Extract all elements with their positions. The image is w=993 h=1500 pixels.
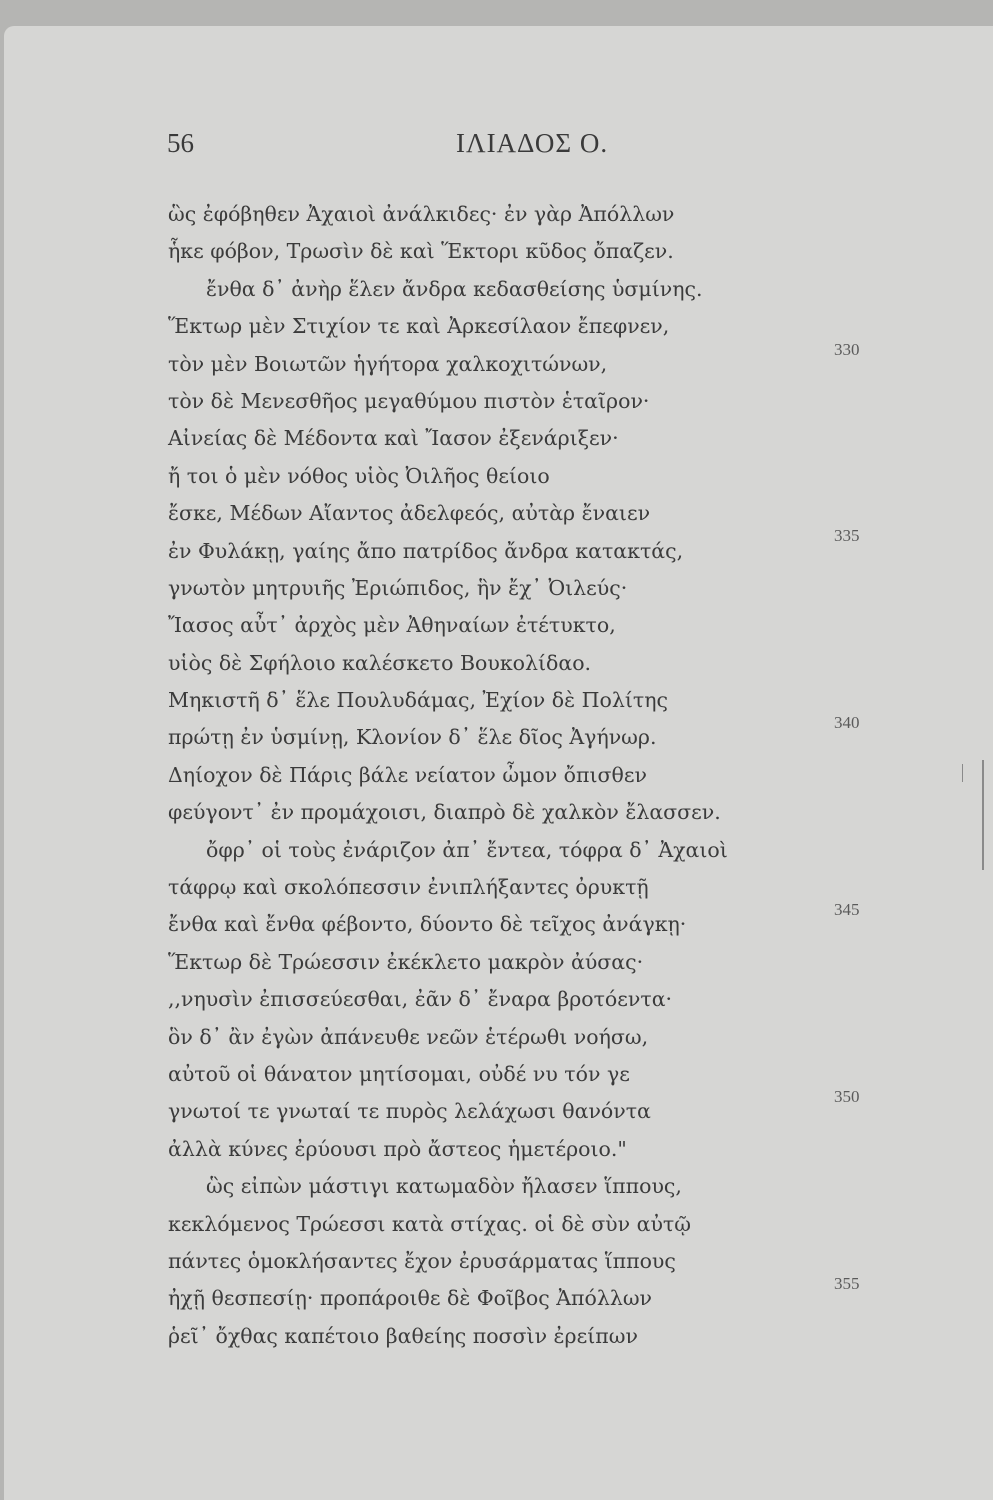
- verse-line: Δηίοχον δὲ Πάρις βάλε νείατον ὦμον ὄπισθεν: [168, 762, 647, 787]
- book-page: [4, 26, 993, 1500]
- line-number-340: 340: [834, 713, 860, 732]
- verse-line: γνωτὸν μητρυιῆς Ἐριώπιδος, ἣν ἔχ᾽ Ὀιλεύς·: [168, 575, 628, 600]
- margin-ink-mark: [962, 764, 963, 782]
- running-title: ΙΛΙΑΔΟΣ Ο.: [456, 128, 609, 158]
- line-number-345: 345: [834, 900, 860, 919]
- verse-line: ὣς εἰπὼν μάστιγι κατωμαδὸν ἤλασεν ἵππους,: [206, 1174, 682, 1199]
- verse-line: Ἴασος αὖτ᾽ ἀρχὸς μὲν Ἀθηναίων ἐτέτυκτο,: [168, 613, 616, 638]
- line-number-330: 330: [834, 340, 860, 359]
- verse-line: ὣς ἐφόβηθεν Ἀχαιοὶ ἀνάλκιδες· ἐν γὰρ Ἀπόλλων: [168, 202, 675, 226]
- line-number-355: 355: [834, 1274, 860, 1293]
- verse-line: Μηκιστῆ δ᾽ ἕλε Πουλυδάμας, Ἐχίον δὲ Πολίτης: [168, 688, 668, 713]
- line-number-335: 335: [834, 526, 860, 545]
- verse-line: ῥεῖ᾽ ὄχθας καπέτοιο βαθείης ποσσὶν ἐρείπων: [168, 1323, 638, 1348]
- verse-line: ἀλλὰ κύνες ἐρύουσι πρὸ ἄστεος ἡμετέροιο.": [168, 1136, 627, 1161]
- verse-block: [168, 196, 728, 1355]
- verse-line: ὄφρ᾽ οἱ τοὺς ἐνάριζον ἀπ᾽ ἔντεα, τόφρα δ᾽ Ἀχαιοὶ: [206, 837, 728, 862]
- verse-line: ἔσκε, Μέδων Αἴαντος ἀδελφεός, αὐτὰρ ἔναιεν: [168, 501, 651, 526]
- verse-line: ἐν Φυλάκῃ, γαίης ἄπο πατρίδος ἄνδρα κατακτάς,: [168, 538, 684, 563]
- verse-line: ἔνθα δ᾽ ἀνὴρ ἕλεν ἄνδρα κεδασθείσης ὑσμίνης.: [206, 276, 703, 301]
- verse-line: φεύγοντ᾽ ἐν προμάχοισι, διαπρὸ δὲ χαλκὸν ἔλασσεν.: [168, 800, 721, 825]
- verse-line: τάφρῳ καὶ σκολόπεσσιν ἐνιπλήξαντες ὀρυκτῇ: [168, 875, 649, 900]
- verse-line: Αἰνείας δὲ Μέδοντα καὶ Ἴασον ἐξενάριξεν·: [168, 426, 619, 451]
- verse-line: πάντες ὁμοκλήσαντες ἔχον ἐρυσάρματας ἵππους: [168, 1248, 676, 1273]
- verse-line: ἔνθα καὶ ἔνθα φέβοντο, δύοντο δὲ τεῖχος ἀνάγκῃ·: [168, 912, 687, 937]
- verse-line: τὸν δὲ Μενεσθῆος μεγαθύμου πιστὸν ἑταῖρον·: [168, 388, 650, 413]
- verse-line: ἧκε φόβον, Τρωσὶν δὲ καὶ Ἕκτορι κῦδος ὄπαζεν.: [168, 239, 674, 264]
- verse-line: Ἕκτωρ μὲν Στιχίον τε καὶ Ἀρκεσίλαον ἔπεφνεν,: [168, 314, 670, 339]
- verse-line: Ἕκτωρ δὲ Τρώεσσιν ἐκέκλετο μακρὸν ἀύσας·: [168, 949, 644, 974]
- verse-line: γνωτοί τε γνωταί τε πυρὸς λελάχωσι θανόντα: [168, 1099, 651, 1124]
- verse-line: ἤ τοι ὁ μὲν νόθος υἱὸς Ὀιλῆος θείοιο: [168, 463, 550, 488]
- verse-line: πρώτῃ ἐν ὑσμίνῃ, Κλονίον δ᾽ ἕλε δῖος Ἀγήνωρ.: [168, 725, 657, 750]
- verse-line: ,,νηυσὶν ἐπισσεύεσθαι, ἐᾶν δ᾽ ἔναρα βροτόεντα·: [168, 987, 673, 1012]
- verse-line: τὸν μὲν Βοιωτῶν ἡγήτορα χαλκοχιτώνων,: [168, 351, 608, 376]
- line-number-350: 350: [834, 1087, 860, 1106]
- verse-line: αὐτοῦ οἱ θάνατον μητίσομαι, οὐδέ νυ τόν γε: [168, 1061, 630, 1086]
- page-number: 56: [167, 128, 194, 158]
- verse-line: υἱὸς δὲ Σφήλοιο καλέσκετο Βουκολίδαο.: [168, 650, 592, 675]
- verse-line: ὃν δ᾽ ἂν ἐγὼν ἀπάνευθε νεῶν ἑτέρωθι νοήσω,: [168, 1024, 649, 1049]
- verse-line: ἠχῇ θεσπεσίῃ· προπάροιθε δὲ Φοῖβος Ἀπόλλων: [168, 1286, 653, 1311]
- margin-ink-mark: [982, 760, 984, 870]
- verse-line: κεκλόμενος Τρώεσσι κατὰ στίχας. οἱ δὲ σὺν αὐτῷ: [168, 1211, 691, 1236]
